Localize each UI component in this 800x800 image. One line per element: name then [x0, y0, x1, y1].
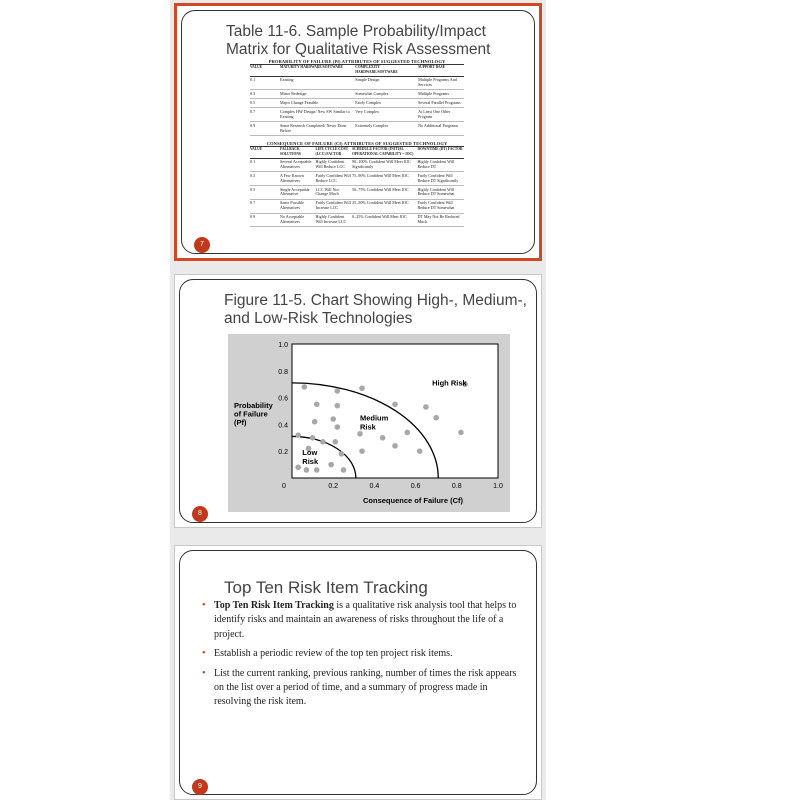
table-cell: Multiple Programs And Services — [418, 76, 464, 90]
y-tick-label: 0.6 — [278, 395, 288, 403]
data-point — [433, 415, 439, 421]
table-cell: Several Acceptable Alternatives — [280, 158, 316, 172]
y-axis-label-line: of Failure — [234, 409, 268, 419]
table-cell: Some Research Completed/ Never Done Before — [280, 122, 355, 136]
slide-title — [226, 23, 490, 59]
probability-table — [250, 64, 464, 136]
region-label-line: Risk — [359, 422, 376, 432]
data-point — [392, 443, 398, 449]
data-point — [330, 416, 336, 422]
slide-title-line: Table 11-6. Sample Probability/Impact — [226, 23, 486, 40]
table-cell: Highly Confident Will Reduce LCC — [316, 158, 353, 172]
y-axis-label — [234, 401, 274, 427]
table-cell: No Additional Programs — [418, 122, 464, 136]
data-point — [320, 439, 326, 445]
table-row — [250, 172, 464, 186]
data-point — [312, 419, 318, 425]
table-column-header: DOWNTIME (DT) FACTOR — [417, 146, 464, 158]
table-cell: At Least One Other Program — [418, 108, 464, 122]
table-cell: Some Possible Alternatives — [280, 199, 316, 213]
data-point — [332, 439, 338, 445]
table-column-header: SCHEDULE FACTOR (INITIAL OPERATIONAL CAPABILITY = IOC) — [352, 146, 417, 158]
bullet-list — [202, 599, 522, 715]
table-cell: Somewhat Complex — [355, 90, 418, 99]
data-point — [392, 402, 398, 408]
table-section-heading: PROBABILITY OF FAILURE (Pf) ATTRIBUTES OF SUGGESTED TECHNOLOGY — [268, 59, 446, 64]
slide-card — [181, 10, 535, 254]
data-point — [314, 402, 320, 408]
table-column-header: LIFE CYCLE COST (LCC) FACTOR — [316, 146, 353, 158]
risk-chart — [228, 334, 510, 512]
table-cell: 0.7 — [250, 199, 280, 213]
x-axis-label: Consequence of Failure (Cf) — [362, 496, 464, 505]
slide-thumbnail-9[interactable] — [174, 545, 542, 800]
data-point — [380, 435, 386, 441]
data-point — [295, 464, 301, 470]
region-label-line: Medium — [359, 413, 389, 423]
data-point — [357, 431, 363, 437]
data-point — [314, 467, 320, 473]
region-label — [302, 448, 319, 466]
slide-title-line: Matrix for Qualitative Risk Assessment — [226, 41, 491, 58]
data-point — [339, 451, 345, 457]
y-axis-label-line: Probability — [234, 401, 273, 410]
table-cell: Highly Confident Will Increase LCC — [316, 213, 353, 227]
table-cell: 0.7 — [250, 108, 280, 122]
bullet-icon: • — [202, 648, 206, 660]
table-column-header: FALLBACK SOLUTIONS — [280, 146, 316, 158]
slide-title — [224, 292, 527, 328]
data-point — [328, 462, 334, 468]
risk-chart-svg — [228, 334, 510, 512]
region-label: High Risk — [432, 378, 467, 388]
slide-title-line: Top Ten Risk Item Tracking — [224, 578, 428, 597]
region-label-line: Risk — [302, 457, 319, 467]
y-tick-label: 1.0 — [278, 342, 288, 349]
slide-title-line: and Low-Risk Technologies — [224, 310, 413, 327]
table-cell: Fairly Confident Will Reduce DT Somewhat — [417, 199, 464, 213]
y-tick-label: 0.4 — [278, 422, 288, 430]
slide-thumbnail-7[interactable] — [174, 3, 542, 261]
table-cell: 75–90% Confident Will Meet IOC — [352, 172, 417, 186]
table-row — [250, 199, 464, 213]
bullet-icon: • — [202, 667, 206, 679]
y-tick-label: 0.8 — [278, 368, 288, 376]
table-cell: 0.5 — [250, 186, 280, 200]
bullet-text: Establish a periodic review of the top ten project risk items. — [214, 648, 453, 660]
table-cell: Major Change Feasible — [280, 99, 355, 108]
slide-thumbnail-8[interactable] — [174, 274, 542, 528]
table-cell: No Acceptable Alternatives — [280, 213, 316, 227]
table-cell: DT May Not Be Reduced Much — [417, 213, 464, 227]
data-point — [405, 430, 411, 436]
x-tick-label: 1.0 — [493, 483, 503, 490]
table-cell: Very Complex — [355, 108, 418, 122]
slide-title — [224, 579, 428, 597]
x-tick-label: 0.4 — [369, 483, 380, 490]
table-cell: 0.9 — [250, 122, 280, 136]
x-tick-label: 0.6 — [410, 483, 421, 490]
table-cell: Fairly Confident Will Increase LCC — [316, 199, 353, 213]
table-cell: Extremely Complex — [355, 122, 418, 136]
data-point — [310, 435, 316, 441]
bullet-text: List the current ranking, previous ranking, number of times the risk appears on the list over a period of time, and a summary of progress made in resolving the risk item. — [214, 667, 517, 708]
data-point — [335, 388, 341, 394]
table-cell: 0.1 — [250, 76, 280, 90]
table-cell: 50–75% Confident Will Meet IOC — [352, 186, 417, 200]
data-point — [304, 467, 310, 473]
table-cell: 25–50% Confident Will Meet IOC — [352, 199, 417, 213]
table-cell: Fairly Confident Will Reduce DT Significantly — [417, 172, 464, 186]
table-row — [250, 122, 464, 136]
table-row — [250, 186, 464, 200]
table-column-header: COMPLEXITY HARDWARE/SOFTWARE — [355, 65, 418, 77]
y-axis-label-line: (Pf) — [234, 418, 247, 427]
table-cell: 0–25% Confident Will Meet IOC — [352, 213, 417, 227]
bullet-item — [202, 667, 522, 710]
slide-number-badge: 7 — [194, 237, 210, 253]
table-column-header: MATURITY HARDWARE/SOFTWARE — [280, 65, 355, 77]
table-cell: Multiple Programs — [418, 90, 464, 99]
table-cell: Several Parallel Programs — [418, 99, 464, 108]
data-point — [359, 448, 365, 454]
table-row — [250, 108, 464, 122]
x-tick-label: 0.8 — [451, 483, 462, 490]
slide-card — [179, 550, 537, 795]
table-row — [250, 158, 464, 172]
table-cell: 0.3 — [250, 172, 280, 186]
table-cell: Simple Design — [355, 76, 418, 90]
table-cell: LCC Will Not Change Much — [316, 186, 353, 200]
table-row — [250, 76, 464, 90]
table-cell: Single Acceptable Alternative — [280, 186, 316, 200]
y-tick-label: 0.2 — [278, 449, 288, 457]
slide-title-line: Figure 11-5. Chart Showing High-, Medium-, — [224, 292, 527, 309]
table-cell: 0.9 — [250, 213, 280, 227]
table-cell: 0.3 — [250, 90, 280, 99]
table-section-heading: CONSEQUENCE OF FAILURE (Cf) ATTRIBUTES OF SUGGESTED TECHNOLOGY — [266, 140, 448, 146]
slide-number-badge: 9 — [192, 779, 208, 795]
data-point — [458, 430, 464, 436]
table-cell: Fairly Confident Will Reduce LCC — [316, 172, 353, 186]
table-column-header: SUPPORT BASE — [418, 65, 464, 77]
bullet-icon: • — [202, 600, 206, 611]
data-point — [341, 467, 347, 473]
table-cell: Existing — [280, 76, 355, 90]
table-cell: 0.1 — [250, 158, 280, 172]
x-tick-label: 0.2 — [328, 483, 339, 490]
data-point — [302, 384, 308, 390]
table-cell: Complex HW Design/ New SW Similar to Existing — [280, 108, 355, 122]
table-cell: Highly Confident Will Reduce DT — [417, 158, 464, 172]
table-row — [250, 90, 464, 99]
origin-label: 0 — [282, 483, 286, 490]
data-point — [417, 448, 423, 454]
table-cell: 0.5 — [250, 99, 280, 108]
table-cell: A Few Known Alternatives — [280, 172, 316, 186]
slide-number-badge: 8 — [192, 506, 208, 522]
bullet-bold-text: Top Ten Risk Item Tracking — [214, 600, 334, 611]
table-row — [250, 99, 464, 108]
risk-matrix-table — [250, 59, 464, 227]
data-point — [295, 432, 301, 438]
consequence-table — [250, 146, 464, 228]
table-row — [250, 213, 464, 227]
table-cell: Fairly Complex — [355, 99, 418, 108]
table-column-header: VALUE — [250, 146, 280, 158]
table-cell: 90–100% Confident Will Meet IOC Significantly — [352, 158, 417, 172]
bullet-item — [202, 599, 522, 642]
slide-card — [179, 279, 537, 523]
data-point — [359, 385, 365, 391]
data-point — [335, 424, 341, 430]
table-cell: Minor Redesign — [280, 90, 355, 99]
bullet-text: is a qualitative risk analysis tool that helps to identify risks and maintain an awareness of risks throughout the life of a project. — [214, 600, 517, 640]
data-point — [335, 403, 341, 409]
region-label-line: Low — [302, 448, 318, 458]
data-point — [423, 404, 429, 410]
bullet-item — [202, 647, 522, 661]
table-column-header: VALUE — [250, 65, 280, 77]
table-cell: Highly Confident Will Reduce DT Somewhat — [417, 186, 464, 200]
